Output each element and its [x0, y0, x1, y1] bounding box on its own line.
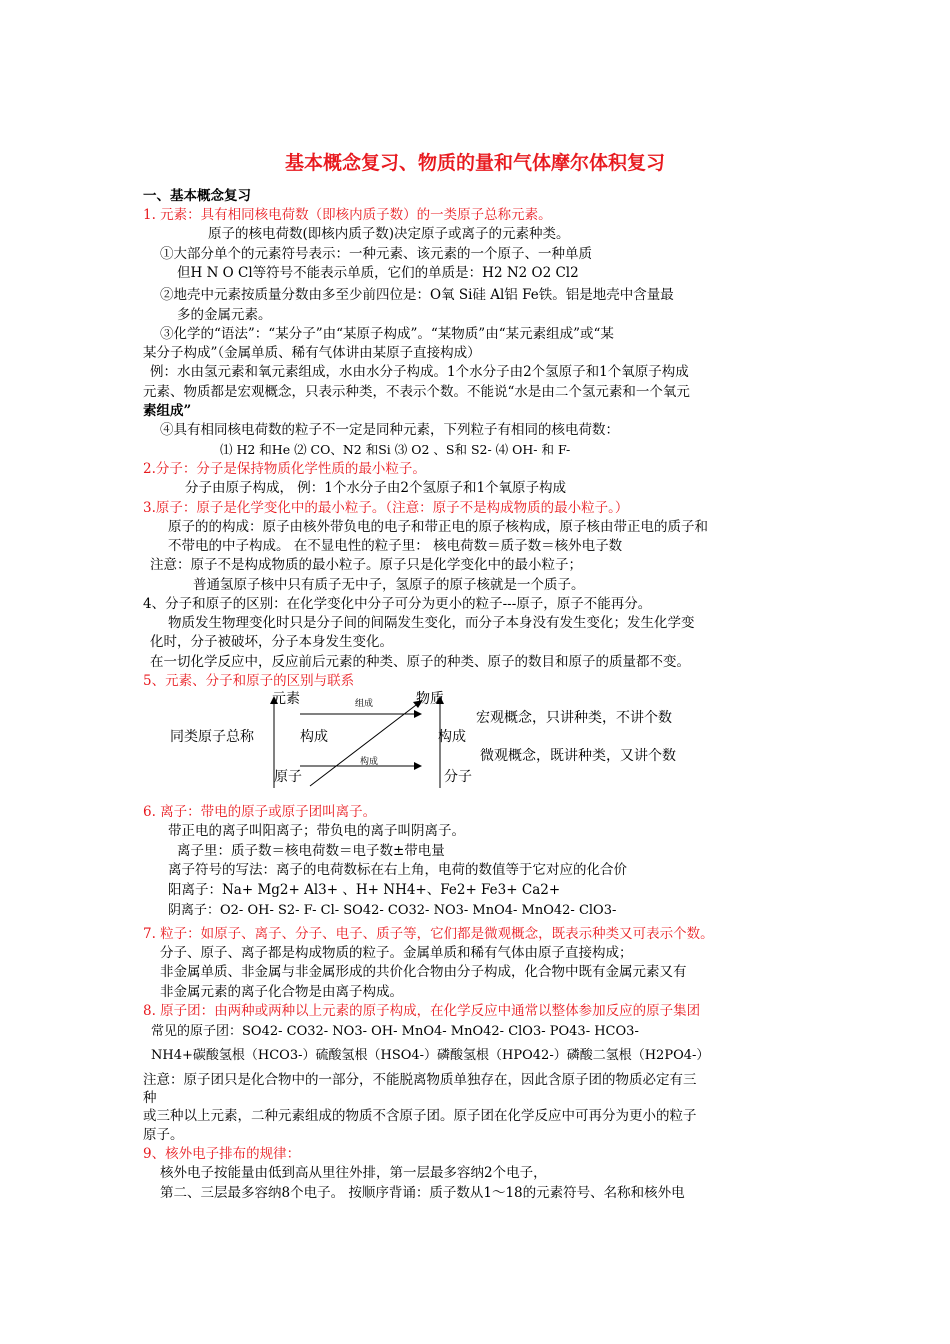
arrowhead	[414, 762, 422, 770]
text-line: 注意：原子不是构成物质的最小粒子。原子只是化学变化中的最小粒子；	[150, 557, 582, 573]
diagram-atom: 原子	[274, 769, 302, 785]
diagram-molecule: 分子	[444, 769, 472, 785]
text-line: 在一切化学反应中，反应前后元素的种类、原子的种类、原子的数目和原子的质量都不变。	[150, 654, 690, 670]
diagram-constitute-left: 构成	[300, 729, 328, 745]
text-line: 但H N O Cl等符号不能表示单质，它们的单质是：H2 N2 O2 Cl2	[177, 265, 579, 281]
item-6-ion: 6. 离子：带电的原子或原子团叫离子。	[143, 804, 377, 820]
diagram-same-kind: 同类原子总称	[170, 729, 254, 745]
text-line: 离子里：质子数＝核电荷数＝电子数±带电量	[177, 843, 445, 859]
item-9-electron: 9、核外电子排布的规律：	[143, 1146, 301, 1162]
text-line: 素组成”	[143, 403, 192, 419]
text-line: 原子的的构成：原子由核外带负电的电子和带正电的原子核构成，原子核由带正电的质子和	[168, 519, 708, 535]
item-5-relation: 5、元素、分子和原子的区别与联系	[143, 673, 355, 689]
text-line: NH4+碳酸氢根（HCO3-）硫酸氢根（HSO4-）磷酸氢根（HPO42-）磷酸二氢根（H2PO4-）	[151, 1048, 710, 1063]
diagram-constitute-small: 构成	[360, 757, 379, 767]
text-line: 种	[143, 1090, 157, 1106]
text-line: 分子、原子、离子都是构成物质的粒子。金属单质和稀有气体由原子直接构成；	[160, 945, 633, 961]
text-line: 多的金属元素。	[177, 307, 272, 323]
text-line: 带正电的离子叫阳离子；带负电的离子叫阴离子。	[168, 823, 465, 839]
text-line: 物质发生物理变化时只是分子间的间隔发生变化，而分子本身没有发生变化；发生化学变	[168, 615, 695, 631]
text-line: 第二、三层最多容纳8个电子。 按顺序背诵：质子数从1～18的元素符号、名称和核外电	[160, 1185, 685, 1201]
item-7-particle: 7. 粒子：如原子、离子、分子、电子、质子等，它们都是微观概念，既表示种类又可表示个数。	[143, 926, 714, 942]
text-line: 常见的原子团：SO42- CO32- NO3- OH- MnO4- MnO42- ClO3- PO43- HCO3-	[151, 1024, 639, 1039]
text-line: ①大部分单个的元素符号表示：一种元素、该元素的一个原子、一种单质	[160, 246, 592, 262]
text-line: 注意：原子团只是化合物中的一部分，不能脱离物质单独存在，因此含原子团的物质必定有三	[143, 1072, 697, 1088]
text-line: 原子。	[143, 1127, 184, 1143]
text-line: 阳离子：Na+ Mg2+ Al3+ 、H+ NH4+、Fe2+ Fe3+ Ca2+	[168, 882, 561, 898]
item-3-atom: 3.原子：原子是化学变化中的最小粒子。（注意：原子不是构成物质的最小粒子。）	[143, 500, 629, 516]
text-line: 核外电子按能量由低到高从里往外排，第一层最多容纳2个电子，	[160, 1165, 547, 1181]
text-line: ⑴ H2 和He ⑵ CO、N2 和Si ⑶ O2 、S和 S2- ⑷ OH- 和 F-	[220, 442, 571, 457]
diagram-compose: 组成	[355, 699, 374, 709]
text-line: 普通氢原子核中只有质子无中子，氢原子的原子核就是一个质子。	[193, 577, 585, 593]
item-8-radical: 8. 原子团：由两种或两种以上元素的原子构成，在化学反应中通常以整体参加反应的原子集团	[143, 1003, 701, 1019]
text-line: 离子符号的写法：离子的电荷数标在右上角，电荷的数值等于它对应的化合价	[168, 862, 627, 878]
diagram-substance: 物质	[416, 691, 444, 707]
text-line: 阴离子：O2- OH- S2- F- Cl- SO42- CO32- NO3- MnO4- MnO42- ClO3-	[168, 903, 617, 918]
item-4-difference: 4、分子和原子的区别：在化学变化中分子可分为更小的粒子---原子，原子不能再分。	[143, 596, 652, 612]
text-line: 分子由原子构成， 例：1个水分子由2个氢原子和1个氧原子构成	[185, 480, 567, 496]
text-line: 元素、物质都是宏观概念，只表示种类，不表示个数。不能说“水是由二个氢元素和一个氧元	[143, 384, 690, 400]
diagram-element: 元素	[272, 691, 300, 707]
text-line: 非金属元素的离子化合物是由离子构成。	[160, 984, 403, 1000]
text-line: 例：水由氢元素和氧元素组成，水由水分子构成。1个水分子由2个氢原子和1个氧原子构成	[150, 364, 689, 380]
diagram-macro: 宏观概念，只讲种类，不讲个数	[476, 710, 672, 726]
page-title: 基本概念复习、物质的量和气体摩尔体积复习	[284, 152, 665, 174]
arrowhead	[414, 710, 422, 718]
text-line: 或三种以上元素，二种元素组成的物质不含原子团。原子团在化学反应中可再分为更小的粒子	[143, 1108, 697, 1124]
text-line: 化时，分子被破坏，分子本身发生变化。	[150, 634, 393, 650]
section-heading: 一、基本概念复习	[143, 188, 251, 204]
text-line: 不带电的中子构成。 在不显电性的粒子里： 核电荷数＝质子数＝核外电子数	[168, 538, 623, 554]
item-1-element: 1. 元素：具有相同核电荷数（即核内质子数）的一类原子总称元素。	[143, 207, 552, 223]
diagram-constitute-right: 构成	[438, 729, 466, 745]
text-line: 原子的核电荷数(即核内质子数)决定原子或离子的元素种类。	[208, 226, 570, 242]
text-line: ③化学的“语法”：“某分子”由“某原子构成”。“某物质”由“某元素组成”或“某	[160, 326, 614, 342]
diagram-micro: 微观概念，既讲种类，又讲个数	[480, 748, 676, 764]
item-2-molecule: 2.分子：分子是保持物质化学性质的最小粒子。	[143, 461, 426, 477]
text-line: ②地壳中元素按质量分数由多至少前四位是：O氧 Si硅 Al铝 Fe铁。铝是地壳中含量最	[160, 287, 674, 303]
text-line: ④具有相同核电荷数的粒子不一定是同种元素，下列粒子有相同的核电荷数：	[160, 422, 619, 438]
text-line: 某分子构成”（金属单质、稀有气体讲由某原子直接构成）	[143, 345, 481, 361]
text-line: 非金属单质、非金属与非金属形成的共价化合物由分子构成，化合物中既有金属元素又有	[160, 964, 687, 980]
